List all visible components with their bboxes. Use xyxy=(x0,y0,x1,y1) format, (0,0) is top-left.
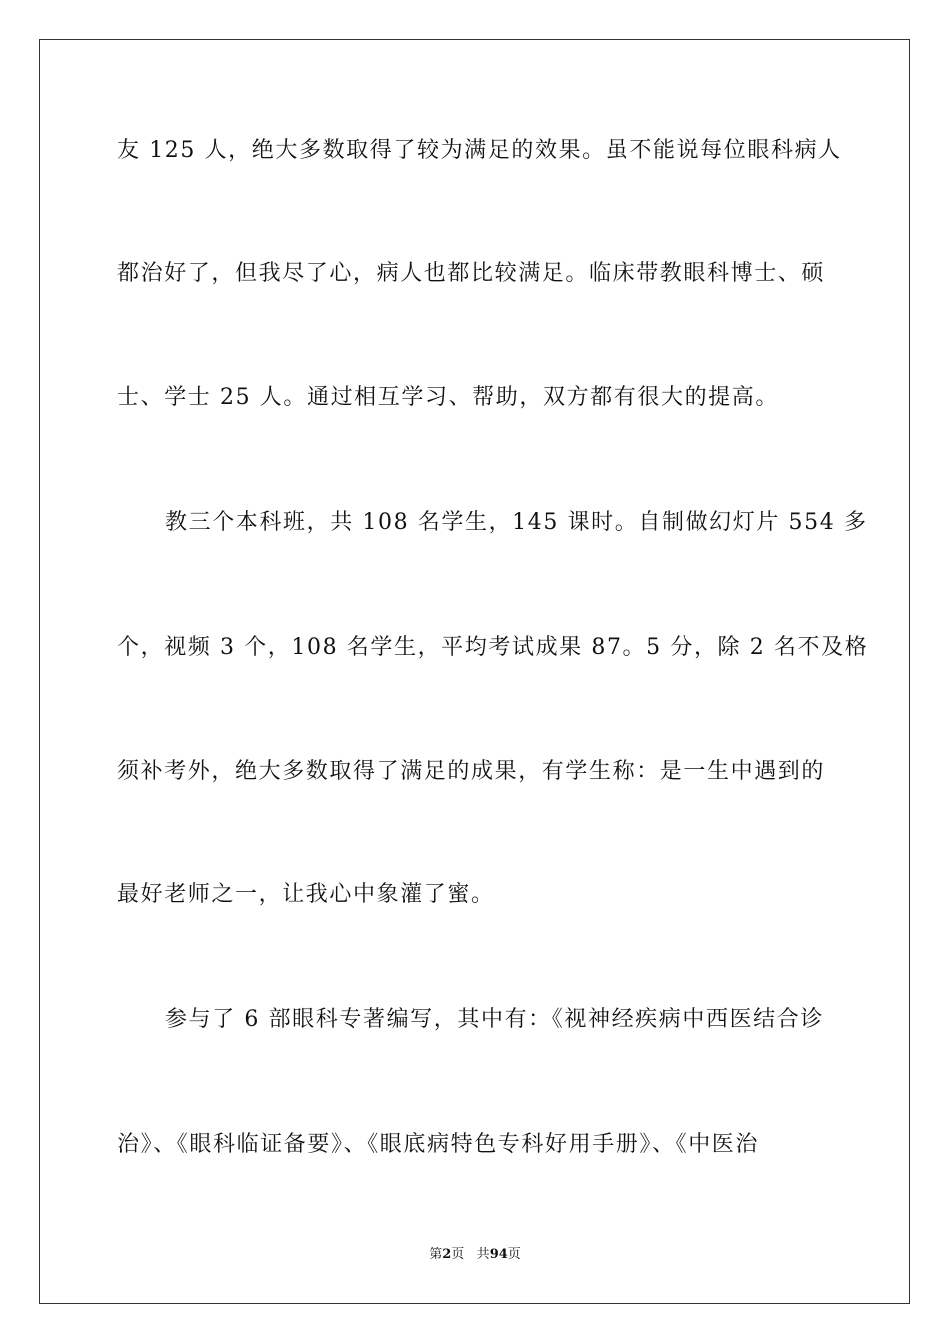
total-pages: 94 xyxy=(489,1247,508,1262)
text-line-4: 教三个本科班，共 108 名学生，145 课时。自制做幻灯片 554 多 xyxy=(165,510,868,535)
page-number: 2 xyxy=(442,1247,452,1262)
text-line-9: 治》、《眼科临证备要》、《眼底病特色专科好用手册》、《中医治 xyxy=(117,1132,760,1157)
page-footer xyxy=(0,1246,950,1264)
page-prefix: 第 xyxy=(429,1247,443,1262)
text-line-3: 士、学士 25 人。通过相互学习、帮助，双方都有很大的提高。 xyxy=(117,385,779,410)
page-border xyxy=(39,39,910,1304)
page-suffix: 页 xyxy=(451,1247,465,1262)
text-line-6: 须补考外，绝大多数取得了满足的成果，有学生称：是一生中遇到的 xyxy=(117,759,826,784)
text-line-5: 个，视频 3 个，108 名学生，平均考试成果 87。5 分，除 2 名不及格 xyxy=(117,635,869,660)
total-prefix: 共 xyxy=(476,1247,490,1262)
text-line-8: 参与了 6 部眼科专著编写，其中有：《视神经疾病中西医结合诊 xyxy=(165,1007,824,1032)
text-line-7: 最好老师之一，让我心中象灌了蜜。 xyxy=(117,882,495,907)
total-suffix: 页 xyxy=(507,1247,521,1262)
text-line-1: 友 125 人，绝大多数取得了较为满足的效果。虽不能说每位眼科病人 xyxy=(117,138,842,163)
text-line-2: 都治好了，但我尽了心，病人也都比较满足。临床带教眼科博士、硕 xyxy=(117,261,826,286)
